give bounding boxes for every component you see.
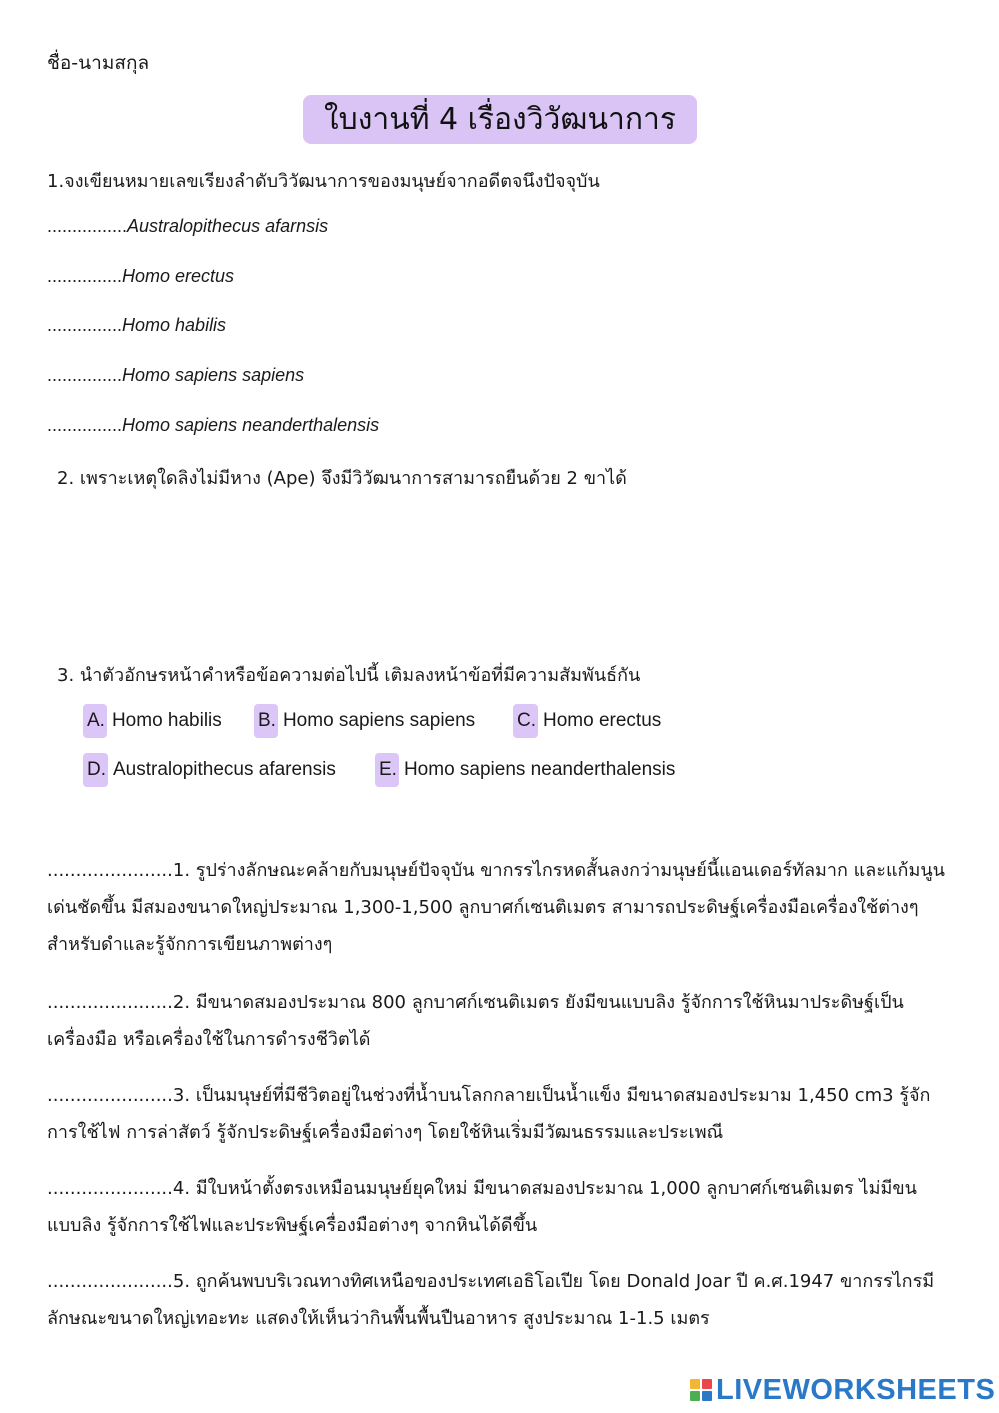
q1-species-label: Homo erectus <box>122 266 235 286</box>
q1-item-5 <box>47 415 379 436</box>
question-2-prompt: 2. เพราะเหตุใดลิงไม่มีหาง (Ape) จึงมีวิวัฒนาการสามารถยืนด้วย 2 ขาได้ <box>57 468 627 489</box>
logo-block <box>690 1391 700 1401</box>
q1-species-label: Homo sapiens neanderthalensis <box>122 415 380 435</box>
worksheet-title <box>303 95 697 144</box>
choice-letter: D. <box>83 753 108 787</box>
choice-letter: E. <box>375 753 399 787</box>
question-3-prompt: 3. นำตัวอักษรหน้าคำหรือข้อความต่อไปนี้ เติมลงหน้าข้อที่มีความสัมพันธ์กัน <box>57 665 641 686</box>
q1-answer-blank[interactable]: ............... <box>47 266 123 286</box>
statement-2: ......................2. มีขนาดสมองประมาณ 800 ลูกบาศก์เซนติเมตร ยังมีขนแบบลิง รู้จักการใช้หินมาประดิษฐ์เป็นเครื่องมือ หรือเครื่องใช้ในการดำรงชีวิตได้ <box>47 992 904 1050</box>
logo-blocks-icon <box>690 1379 712 1401</box>
choice-b <box>254 704 475 738</box>
choice-letter: C. <box>513 704 538 738</box>
q1-answer-blank[interactable]: ............... <box>47 315 123 335</box>
logo-block <box>702 1391 712 1401</box>
q1-answer-blank[interactable]: ................ <box>47 216 128 236</box>
liveworksheets-logo <box>690 1375 995 1405</box>
q1-item-2 <box>47 266 234 287</box>
choice-text: Homo erectus <box>543 710 662 731</box>
choice-e <box>375 753 675 787</box>
worksheet-title-text: ใบงานที่ 4 เรื่องวิวัฒนาการ <box>324 102 676 137</box>
q1-item-1 <box>47 216 328 237</box>
choice-text: Homo sapiens sapiens <box>282 710 476 731</box>
statement-5: ......................5. ถูกค้นพบบริเวณทางทิศเหนือของประเทศเอธิโอเปีย โดย Donald Joar ปี ค.ศ.1947 ขากรรไกรมีลักษณะขนาดใหญ่เทอะทะ แสดงให้เห็นว่ากินพื้นพื้นปืนอาหาร สูงประมาณ 1-1.5 เมตร <box>47 1271 935 1329</box>
choice-text: Australopithecus afarensis <box>113 759 336 780</box>
choice-d <box>83 753 336 787</box>
statement-4: ......................4. มีใบหน้าตั้งตรงเหมือนมนุษย์ยุคใหม่ มีขนาดสมองประมาณ 1,000 ลูกบาศก์เซนติเมตร ไม่มีขนแบบลิง รู้จักการใช้ไฟและประพิษฐ์เครื่องมือต่างๆ จากหินได้ดีขึ้น <box>47 1178 917 1236</box>
statement-1: ......................1. รูปร่างลักษณะคล้ายกับมนุษย์ปัจจุบัน ขากรรไกรหดสั้นลงกว่ามนุษย์นี้แอนเดอร์ทัลมาก และแก้มนูนเด่นชัดขึ้น มีสมองขนาดใหญ่ประมาณ 1,300-1,500 ลูกบาศก์เซนติเมตร สามารถประดิษฐ์เครื่องมือเครื่องใช้ต่างๆ สำหรับดำและรู้จักการเขียนภาพต่างๆ <box>47 860 945 955</box>
choice-c <box>513 704 661 738</box>
statement-3: ......................3. เป็นมนุษย์ที่มีชีวิตอยู่ในช่วงที่น้ำบนโลกกลายเป็นน้ำแข็ง มีขนาดสมองประมาม 1,450 cm3 รู้จักการใช้ไฟ การล่าสัตว์ รู้จักประดิษฐ์เครื่องมือต่างๆ โดยใช้หินเริ่มมีวัฒนธรรมและประเพณี <box>47 1085 931 1143</box>
q1-item-4 <box>47 365 304 386</box>
choice-text: Homo habilis <box>111 710 222 731</box>
choice-text: Homo sapiens neanderthalensis <box>403 759 676 780</box>
logo-block <box>702 1379 712 1389</box>
q1-species-label: Homo sapiens sapiens <box>122 365 305 385</box>
name-label: ชื่อ-นามสกุล <box>47 52 150 74</box>
logo-block <box>690 1379 700 1389</box>
q1-item-3 <box>47 315 226 336</box>
question-1-prompt: 1.จงเขียนหมายเลขเรียงลำดับวิวัฒนาการของมนุษย์จากอดีตจนึงปัจจุบัน <box>47 171 600 192</box>
choice-letter: B. <box>254 704 278 738</box>
q1-species-label: Australopithecus afarnsis <box>127 216 329 236</box>
q1-answer-blank[interactable]: ............... <box>47 415 123 435</box>
q1-answer-blank[interactable]: ............... <box>47 365 123 385</box>
choice-letter: A. <box>83 704 107 738</box>
choice-a <box>83 704 222 738</box>
logo-text: LIVEWORKSHEETS <box>716 1373 996 1406</box>
q1-species-label: Homo habilis <box>122 315 227 335</box>
